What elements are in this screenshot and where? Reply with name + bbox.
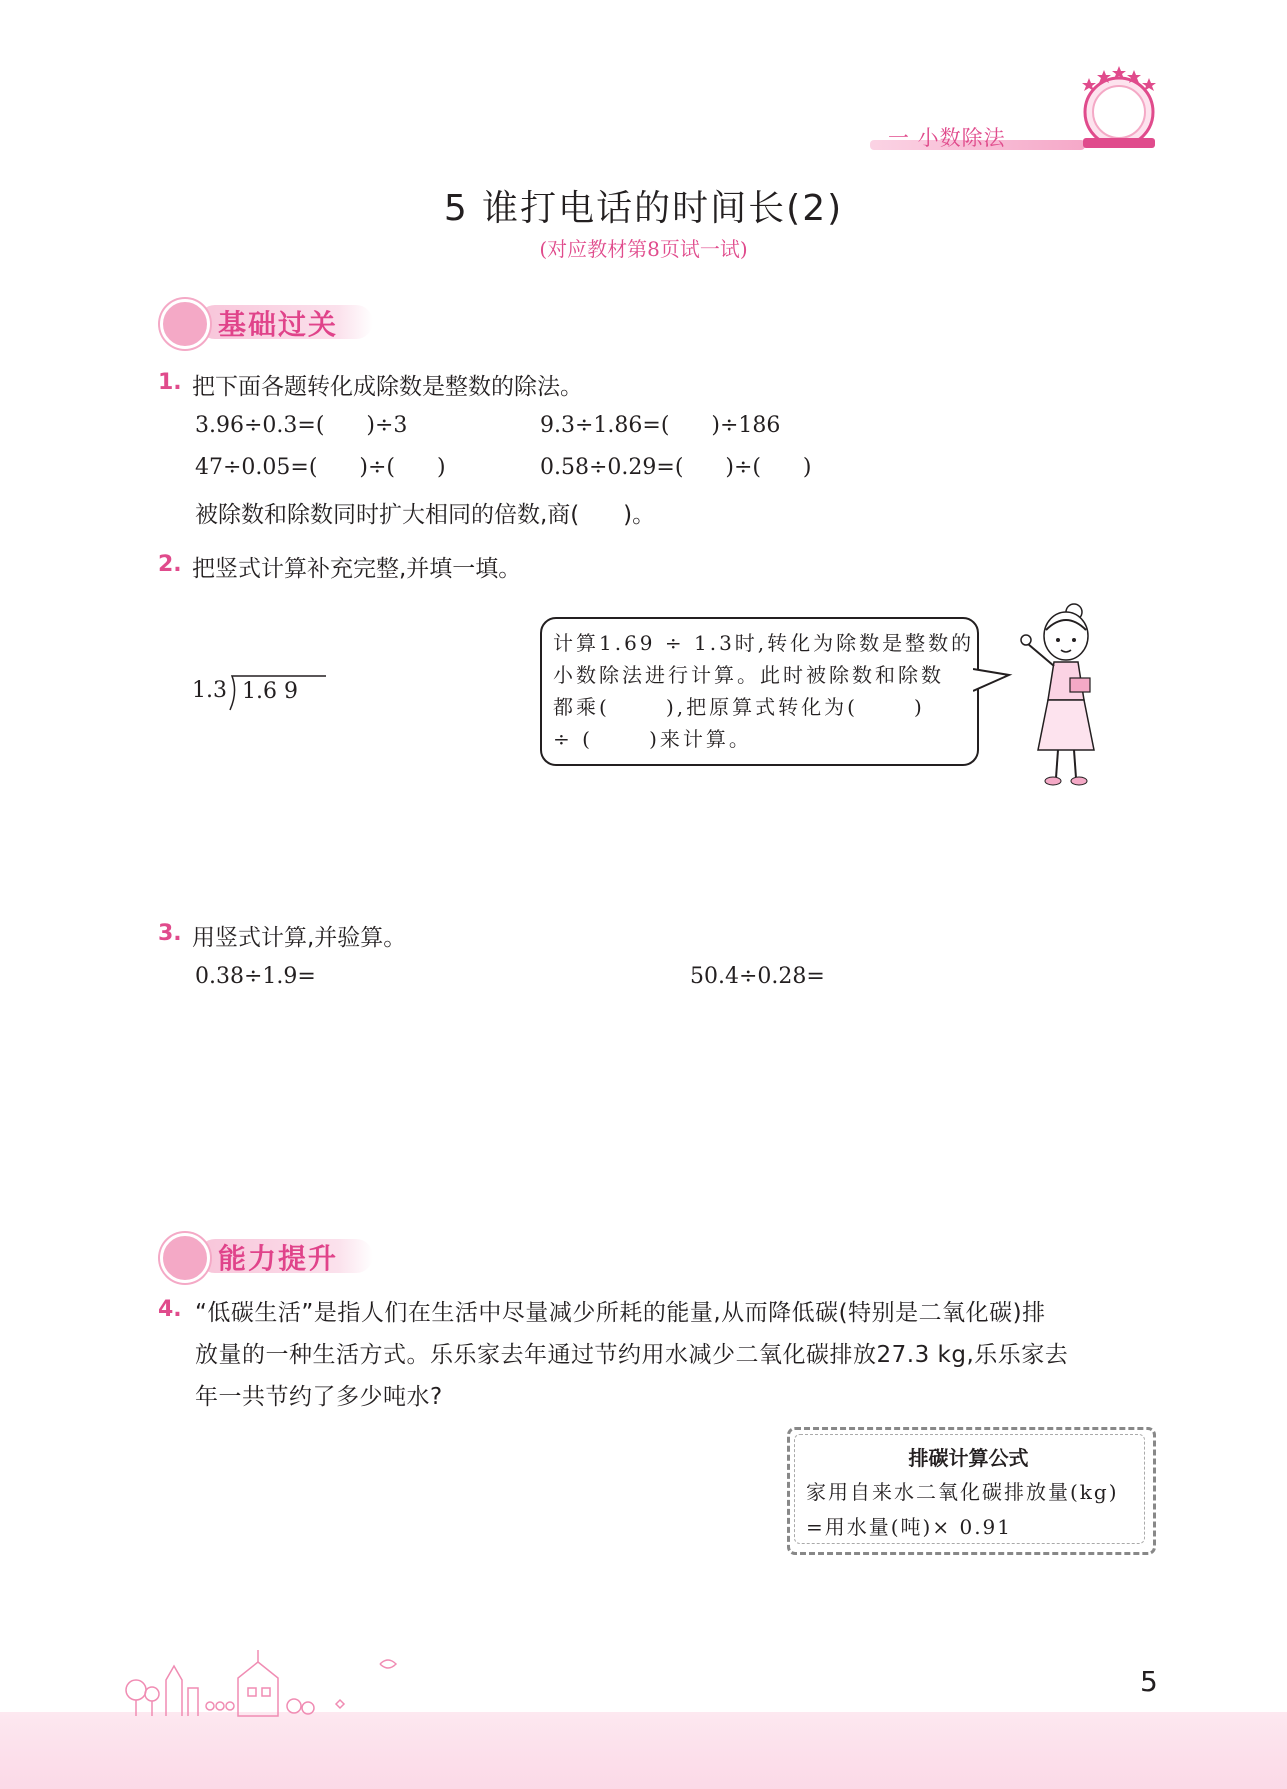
formula-line1: 家用自来水二氧化碳排放量(kg) (806, 1480, 1119, 1504)
bubble-line2: 小数除法进行计算。此时被除数和除数 (553, 663, 944, 687)
girl-illustration (1018, 600, 1108, 790)
grandpa-face-icon (160, 1233, 210, 1283)
bubble-line3: 都乘( ),把原算式转化为( ) (553, 695, 925, 719)
q4-number: 4. (158, 1297, 182, 1322)
section-basic-label: 基础过关 (218, 308, 339, 341)
q1-expr4: 0.58÷0.29=( )÷( ) (540, 455, 812, 480)
division-dividend: 1.6 9 (242, 679, 298, 704)
q1-expr1: 3.96÷0.3=( )÷3 (195, 413, 408, 438)
bubble-text (553, 627, 973, 755)
page-title: 5 谁打电话的时间长(2) (443, 188, 844, 229)
q3-expr1: 0.38÷1.9= (195, 964, 316, 989)
page-subtitle: (对应教材第8页试一试) (539, 237, 748, 261)
formula-line2: =用水量(吨)× 0.91 (806, 1515, 1013, 1539)
bottom-band (0, 1712, 1287, 1789)
q1-number: 1. (158, 370, 182, 395)
q3-number: 3. (158, 921, 182, 946)
q1-expr3: 47÷0.05=( )÷( ) (195, 455, 446, 480)
bubble-tail (973, 665, 1013, 695)
section-advanced-label: 能力提升 (218, 1242, 339, 1275)
page-number: 5 (1140, 1665, 1158, 1698)
q4-line1: “低碳生活”是指人们在生活中尽量减少所耗的能量,从而降低碳(特别是二氧化碳)排 (195, 1300, 1046, 1326)
q2-text: 把竖式计算补充完整,并填一填。 (192, 556, 522, 582)
section-basic (160, 299, 380, 343)
bubble-line4: ÷ ( )来计算。 (553, 727, 752, 751)
section-advanced (160, 1233, 380, 1277)
division-divisor: 1.3 (192, 678, 227, 703)
girl-face-icon (160, 299, 210, 349)
long-division (192, 672, 327, 712)
publisher-logo (1075, 62, 1163, 152)
town-illustration (118, 1648, 428, 1718)
q3-expr2: 50.4÷0.28= (690, 964, 825, 989)
q1-text: 把下面各题转化成除数是整数的除法。 (192, 374, 583, 400)
formula-title: 排碳计算公式 (908, 1446, 1029, 1470)
bubble-line1: 计算1.69 ÷ 1.3时,转化为除数是整数的 (553, 631, 975, 655)
q1-conclusion: 被除数和除数同时扩大相同的倍数,商( )。 (195, 502, 656, 528)
chapter-label: 一 小数除法 (888, 126, 1006, 150)
q1-expr2: 9.3÷1.86=( )÷186 (540, 413, 781, 438)
q4-line3: 年一共节约了多少吨水? (195, 1384, 443, 1410)
q2-number: 2. (158, 552, 182, 577)
q4-line2: 放量的一种生活方式。乐乐家去年通过节约用水减少二氧化碳排放27.3 kg,乐乐家去 (195, 1342, 1069, 1368)
q3-text: 用竖式计算,并验算。 (192, 925, 407, 951)
